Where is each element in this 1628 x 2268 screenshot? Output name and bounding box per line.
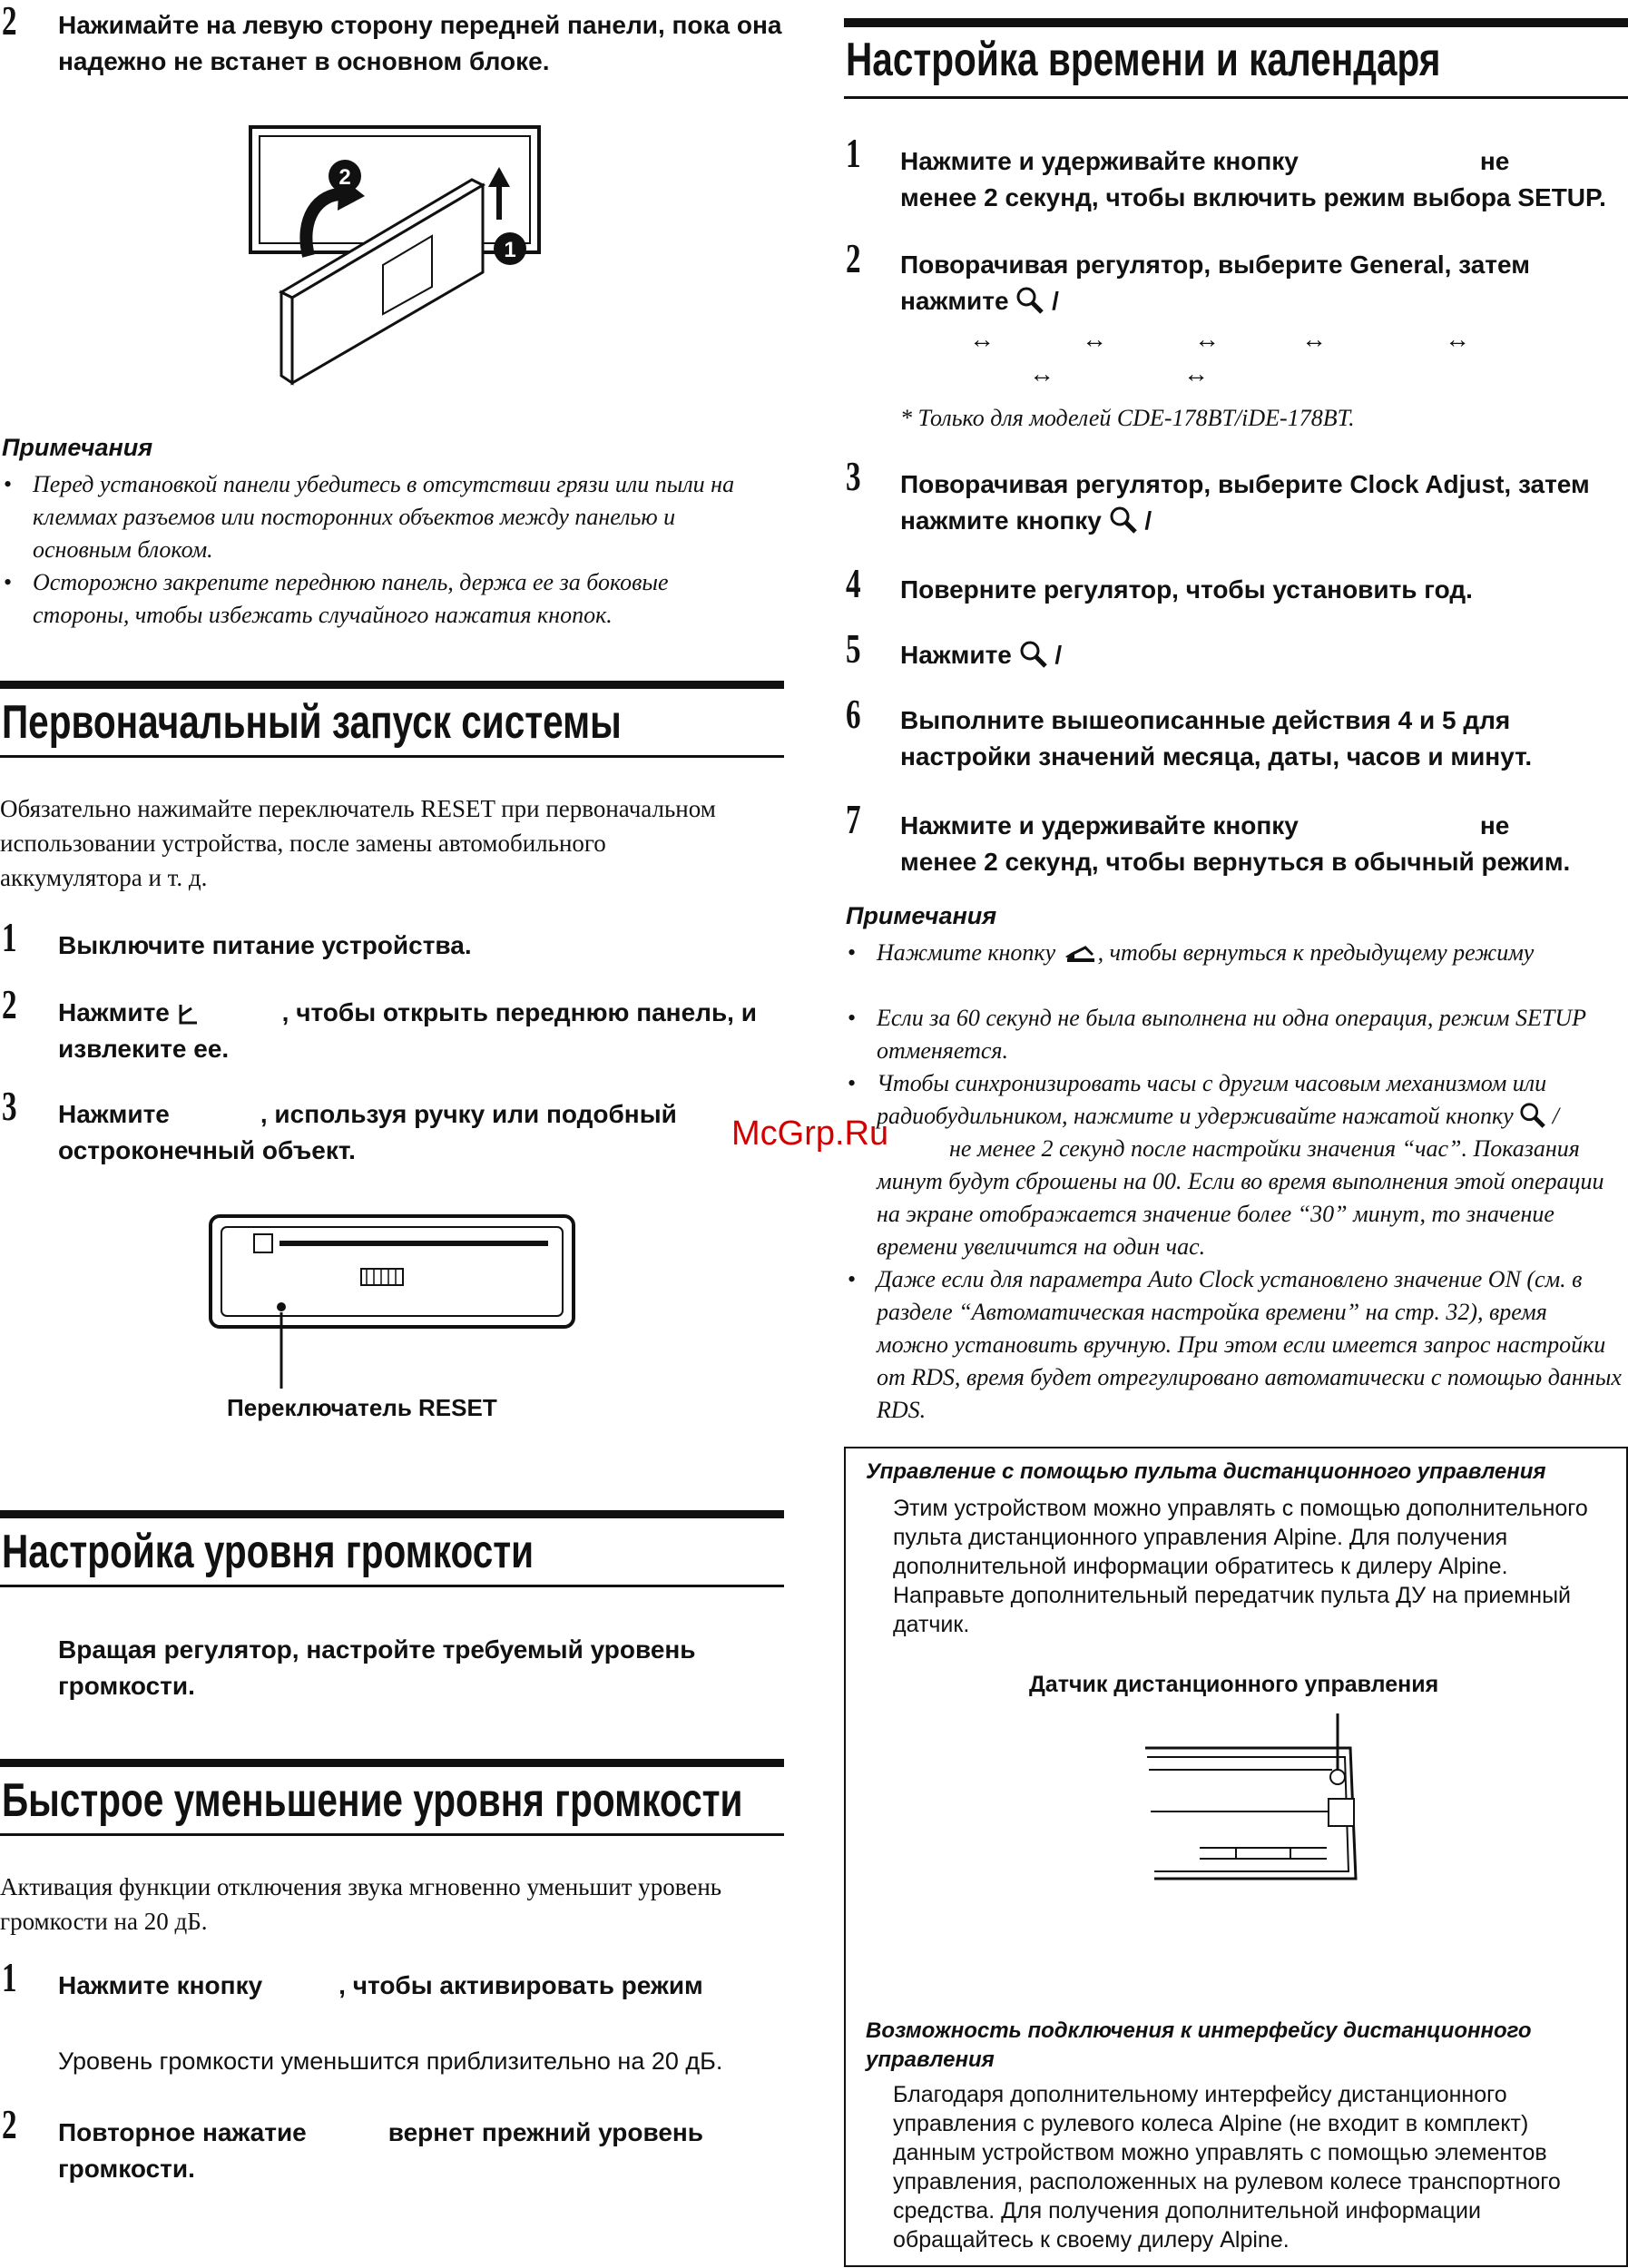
step-text-bold: регулятор xyxy=(1075,470,1204,498)
step-number: 3 xyxy=(846,453,861,499)
arrow-icon: ↔ xyxy=(1183,359,1209,388)
arrow-icon: ↔ xyxy=(1445,325,1470,353)
step-text-a: Нажмите и удерживайте кнопку xyxy=(900,811,1299,839)
box-title-remote: Управление с помощью пульта дистанционного управления xyxy=(866,1459,1546,1484)
notes-title: Примечания xyxy=(2,434,153,461)
step-text-a: Поверните xyxy=(900,575,1037,604)
note-item xyxy=(844,1067,1624,1263)
section-heading-volume: Настройка уровня громкости xyxy=(2,1526,534,1578)
volume-text xyxy=(58,1632,748,1704)
step-text xyxy=(900,466,1626,539)
step-number: 2 xyxy=(846,235,861,281)
note-item: • Если за 60 секунд не была выполнена ни одна операция, режим SETUP отменяется. xyxy=(844,1002,1624,1067)
step-number: 2 xyxy=(2,0,17,44)
arrow-icon: ↔ xyxy=(1301,325,1327,353)
step-text-b: , чтобы установить год. xyxy=(1172,575,1473,604)
box-title-steering: Возможность подключения к интерфейсу дистанционного управления xyxy=(866,2018,1532,2072)
step-text-a: Нажмите кнопку xyxy=(58,1971,263,1999)
step-slash: / xyxy=(1054,641,1063,669)
note-text-a: Нажмите кнопку xyxy=(877,939,1056,966)
search-icon xyxy=(1109,506,1138,535)
step-slash: / xyxy=(1144,506,1152,535)
step-number: 7 xyxy=(846,796,861,842)
section-rule xyxy=(0,1833,784,1836)
step-text-a: Нажмите и удерживайте кнопку xyxy=(900,147,1299,175)
step-text-b: , выберите General, затем xyxy=(1203,250,1530,279)
step-text-b: вернет прежний уровень громкости. xyxy=(58,2118,704,2183)
step-text-bold: регулятор xyxy=(1075,250,1204,279)
arrow-icon: ↔ xyxy=(1194,325,1220,353)
section-rule xyxy=(844,18,1628,27)
step-slash: / xyxy=(1052,287,1059,315)
step-text-a: Поворачивая xyxy=(900,470,1069,498)
section-rule xyxy=(0,681,784,689)
section-heading-clock: Настройка времени и календаря xyxy=(846,34,1441,86)
step-number: 1 xyxy=(2,1954,17,2000)
step-text xyxy=(900,572,1626,608)
step-text xyxy=(58,1968,784,2004)
step-text xyxy=(900,247,1626,319)
reset-label: Переключатель RESET xyxy=(227,1394,497,1421)
arrow-row-2 xyxy=(1029,359,1209,388)
step-number: 6 xyxy=(846,691,861,737)
section-heading-mute: Быстрое уменьшение уровня громкости xyxy=(2,1774,743,1827)
badge-2: 2 xyxy=(338,165,351,190)
notes-list xyxy=(0,468,762,632)
arrow-row-1 xyxy=(969,325,1470,354)
step-text-b: , чтобы открыть переднюю панель, и извлеките ее. xyxy=(58,998,757,1063)
volume-text-bold: регулятор xyxy=(163,1635,292,1664)
notes-list xyxy=(844,937,1624,1427)
step-number: 5 xyxy=(846,625,861,672)
note-item xyxy=(844,937,1624,969)
step-text-b: , выберите Clock Adjust, затем xyxy=(1203,470,1590,498)
step-text xyxy=(900,143,1626,216)
step-text-a: Поворачивая xyxy=(900,250,1069,279)
box-text-remote: Этим устройством можно управлять с помощью дополнительного пульта дистанционного управления Alpine. Для получения дополнительной информации обратитесь к дилеру Alpine. Направьте дополнительный передатчик пульта ДУ на приемный датчик. xyxy=(893,1496,1588,1637)
step-number: 2 xyxy=(2,981,17,1027)
arrow-icon: ↔ xyxy=(1082,325,1107,353)
step-text-c: менее 2 секунд, чтобы включить режим выбора SETUP. xyxy=(900,183,1606,211)
note-slash: / xyxy=(1552,1103,1559,1129)
section-rule xyxy=(0,1510,784,1518)
mute-intro: Активация функции отключения звука мгновенно уменьшит уровень громкости на 20 дБ. xyxy=(0,1873,722,1935)
badge-1: 1 xyxy=(504,238,516,262)
note-text-a: Чтобы синхронизировать часы с другим часовым механизмом или радиобудильником, нажмите и удерживайте нажатой кнопку xyxy=(877,1070,1547,1129)
step-text-b: не xyxy=(1479,811,1510,839)
watermark: McGrp.Ru xyxy=(731,1114,889,1153)
section-heading-startup: Первоначальный запуск системы xyxy=(2,696,622,749)
step-text: Нажимайте на левую сторону передней панели, пока она надежно не встанет в основном блоке. xyxy=(58,11,782,75)
mute-sub: Уровень громкости уменьшится приблизительно на 20 дБ. xyxy=(58,2047,723,2075)
notes-title: Примечания xyxy=(846,902,997,929)
front-panel-attach-figure xyxy=(245,120,554,392)
startup-intro: Обязательно нажимайте переключатель RESET при первоначальном использовании устройства, после замены автомобильного аккумулятора и т. д. xyxy=(0,795,716,891)
reset-figure xyxy=(207,1213,579,1394)
volume-text-b: , настройте требуемый уровень громкости. xyxy=(58,1635,696,1700)
section-rule xyxy=(0,1585,784,1587)
search-icon xyxy=(1019,640,1048,669)
step-text-c: нажмите xyxy=(900,287,1009,315)
step-text: Выполните вышеописанные действия 4 и 5 для настройки значений месяца, даты, часов и минут. xyxy=(900,706,1533,771)
step-text-a: Нажмите xyxy=(58,1100,170,1128)
step-text xyxy=(58,2115,766,2187)
open-panel-icon xyxy=(177,1003,199,1026)
return-icon xyxy=(1062,942,1098,966)
sensor-label: Датчик дистанционного управления xyxy=(1029,1672,1439,1697)
step-number: 2 xyxy=(2,2101,17,2147)
step-text: Выключите питание устройства. xyxy=(58,931,472,959)
footnote: * Только для моделей CDE-178BT/iDE-178BT. xyxy=(900,405,1355,431)
step-number: 1 xyxy=(2,914,17,960)
arrow-icon: ↔ xyxy=(1029,359,1054,388)
step-text-bold: регулятор xyxy=(1043,575,1172,604)
step-text-a: Нажмите xyxy=(58,998,170,1026)
info-box xyxy=(844,1447,1628,2267)
step-text-a: Повторное нажатие xyxy=(58,2118,307,2146)
note-item: • Осторожно закрепите переднюю панель, держа ее за боковые стороны, чтобы избежать случайного нажатия кнопок. xyxy=(0,566,762,632)
step-text-b: не xyxy=(1479,147,1510,175)
step-text-a: Нажмите xyxy=(900,641,1012,669)
step-number: 1 xyxy=(846,130,861,176)
step-number: 3 xyxy=(2,1083,17,1129)
note-text-b: не менее 2 секунд после настройки значения “час”. Показания минут будут сброшены на 00. Если во время выполнения этой операции на экране отображается значение более “30” минут, то значение времени увеличится на один час. xyxy=(877,1135,1604,1260)
search-icon xyxy=(1519,1102,1546,1129)
section-rule xyxy=(844,96,1628,99)
step-text xyxy=(900,637,1626,673)
note-text-b: , чтобы вернуться к предыдущему режиму xyxy=(1097,939,1535,966)
search-icon xyxy=(1015,286,1044,315)
box-text-steering: Благодаря дополнительному интерфейсу дистанционного управления с рулевого колеса Alpine (не входит в комплект) данным устройством можно управлять с помощью элементов управления, расположенных на рулевом колесе транспортного средства. Для получения дополнительной информации обращайтесь к своему дилеру Alpine. xyxy=(893,2082,1561,2253)
remote-sensor-figure xyxy=(1145,1712,1417,1884)
step-text xyxy=(58,995,784,1067)
note-item: • Даже если для параметра Auto Clock установлено значение ON (см. в разделе “Автоматическая настройка времени” на стр. 32), время можно установить вручную. При этом если имеется запрос настройки от RDS, время будет отрегулировано автоматически с помощью данных RDS. xyxy=(844,1263,1624,1427)
step-text xyxy=(58,1096,748,1169)
section-rule xyxy=(0,1759,784,1767)
section-rule xyxy=(0,755,784,758)
step-text-c: нажмите кнопку xyxy=(900,506,1102,535)
step-text xyxy=(900,808,1626,880)
note-item: • Перед установкой панели убедитесь в отсутствии грязи или пыли на клеммах разъемов или посторонних объектов между панелью и основным блоком. xyxy=(0,468,762,566)
volume-text-a: Вращая xyxy=(58,1635,157,1664)
step-text-b: , чтобы активировать режим xyxy=(338,1971,703,1999)
step-number: 4 xyxy=(846,560,861,606)
arrow-icon: ↔ xyxy=(969,325,995,353)
step-text-c: менее 2 секунд, чтобы вернуться в обычный режим. xyxy=(900,848,1571,876)
step-text-b: , используя ручку или подобный остроконечный объект. xyxy=(58,1100,677,1164)
